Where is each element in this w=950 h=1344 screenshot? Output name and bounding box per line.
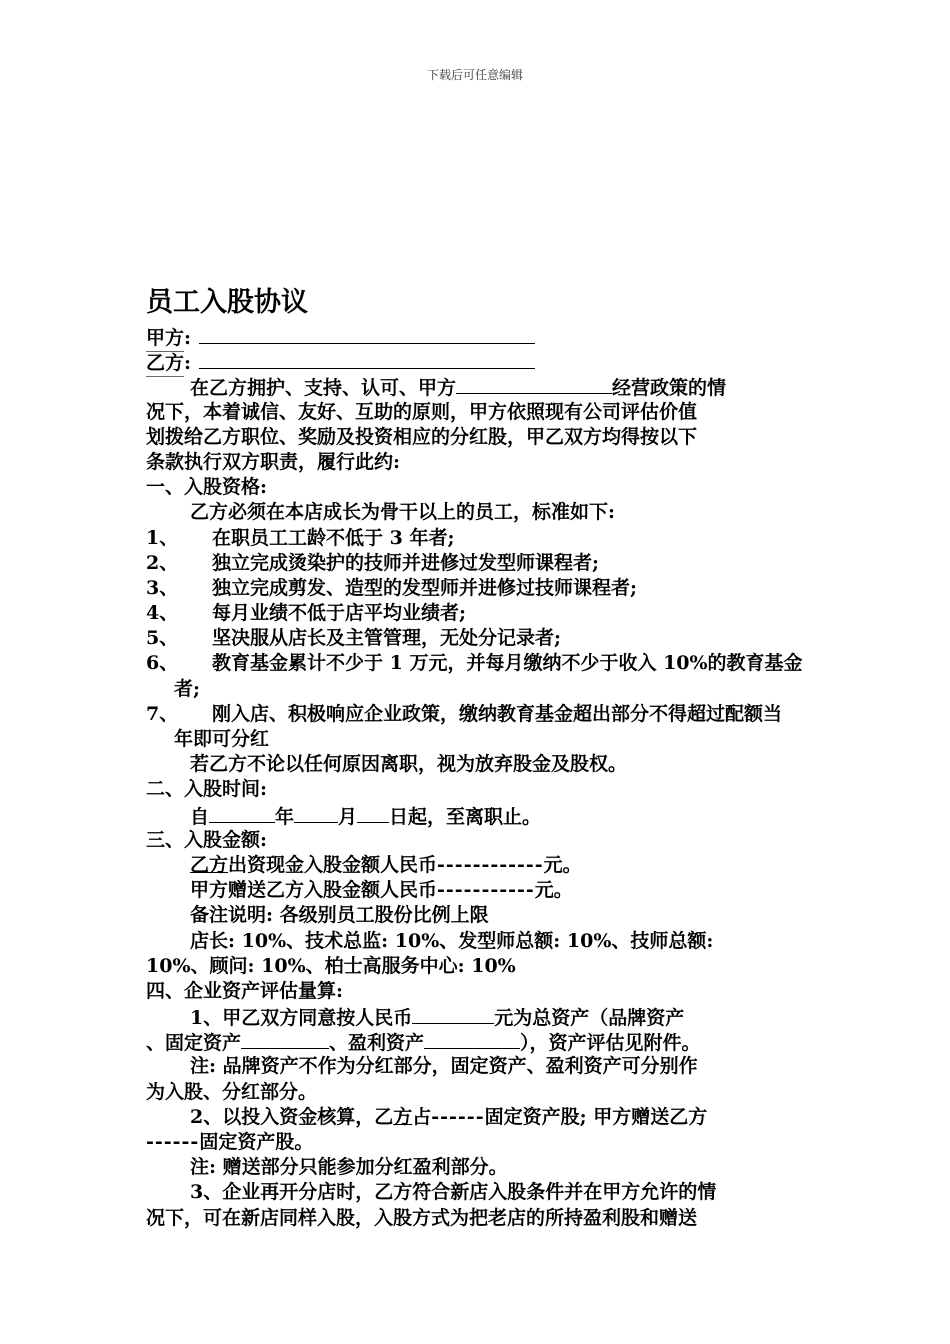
intro-line-2: 况下，本着诚信、友好、互助的原则，甲方依照现有公司评估价值	[146, 400, 698, 423]
section-1-heading: 一、入股资格:	[146, 476, 268, 499]
remark-line: 备注说明: 各级别员工股份比例上限	[190, 904, 489, 927]
asset-line-2: 、固定资产 、盈利资产 ），资产评估见附件。	[146, 1029, 906, 1054]
month-blank	[294, 803, 338, 823]
profit-asset-blank	[424, 1029, 520, 1049]
party-a-line	[146, 324, 906, 349]
asset-line-5: 3、企业再开分店时，乙方符合新店入股条件并在甲方允许的情	[190, 1181, 717, 1204]
list-item-continuation: 者;	[174, 677, 201, 700]
party-a-blank	[199, 324, 535, 344]
document-title: 员工入股协议	[146, 287, 308, 318]
list-item: 5、 坚决服从店长及主管管理，无处分记录者;	[146, 627, 562, 650]
header-note: 下载后可任意编辑	[426, 68, 523, 82]
section-3-heading: 三、入股金额:	[146, 828, 268, 851]
list-item-continuation: 年即可分红	[174, 728, 270, 750]
section-2-heading: 二、入股时间:	[146, 778, 268, 801]
list-item: 3、 独立完成剪发、造型的发型师并进修过技师课程者;	[146, 576, 638, 599]
ratio-line-2: 10%、顾问: 10%、柏士高服务中心: 10%	[146, 954, 516, 977]
intro-line-1: 在乙方拥护、支持、认可、甲方 经营政策的情	[146, 374, 906, 399]
section-4-heading: 四、企业资产评估量算:	[146, 979, 344, 1002]
start-date-line: 自 年 月 日起，至离职止。	[146, 803, 906, 828]
intro-line-4: 条款执行双方职责，履行此约:	[146, 450, 401, 473]
section-1-lead: 乙方必须在本店成长为骨干以上的员工，标准如下:	[190, 501, 616, 524]
total-asset-blank	[412, 1004, 494, 1024]
fixed-asset-blank	[241, 1029, 329, 1049]
asset-note-1: 注: 品牌资产不作为分红部分，固定资产、盈利资产可分别作	[190, 1055, 698, 1078]
day-blank	[357, 803, 389, 823]
party-a-label: 甲方	[146, 326, 184, 352]
intro-line-3: 划拨给乙方职位、奖励及投资相应的分红股，甲乙双方均得按以下	[146, 425, 698, 448]
colon: :	[184, 327, 192, 349]
asset-note-1-cont: 为入股、分红部分。	[146, 1080, 318, 1103]
party-b-label: 乙方	[146, 351, 184, 377]
party-b-blank	[199, 349, 535, 369]
asset-line-4: ------固定资产股。	[146, 1131, 314, 1153]
list-item: 6、 教育基金累计不少于 1 万元，并每月缴纳不少于收入 10%的教育基金	[146, 652, 803, 675]
colon: :	[184, 352, 192, 375]
party-b-line	[146, 349, 906, 374]
list-item: 1、 在职员工工龄不低于 3 年者;	[146, 526, 455, 549]
section-1-note: 若乙方不论以任何原因离职，视为放弃股金及股权。	[190, 753, 628, 776]
asset-note-2: 注: 赠送部分只能参加分红盈利部分。	[190, 1156, 508, 1179]
asset-line-3: 2、以投入资金核算，乙方占------固定资产股; 甲方赠送乙方	[190, 1105, 708, 1128]
list-item: 2、 独立完成烫染护的技师并进修过发型师课程者;	[146, 551, 600, 574]
list-item: 7、 刚入店、积极响应企业政策，缴纳教育基金超出部分不得超过配额当	[146, 702, 783, 725]
party-b-investment-line: 乙方出资现金入股金额人民币------------元。	[190, 853, 582, 876]
party-a-name-blank	[456, 374, 612, 394]
year-blank	[209, 803, 275, 823]
ratio-line-1: 店长: 10%、技术总监: 10%、发型师总额: 10%、技师总额:	[190, 929, 714, 952]
list-item: 4、 每月业绩不低于店平均业绩者;	[146, 602, 467, 625]
agreement-document	[146, 282, 906, 1231]
party-a-gift-line: 甲方赠送乙方入股金额人民币-----------元。	[190, 879, 573, 902]
asset-line-1: 1、甲乙双方同意按人民币 元为总资产（品牌资产	[146, 1004, 906, 1029]
asset-line-6: 况下，可在新店同样入股，入股方式为把老店的所持盈利股和赠送	[146, 1206, 698, 1229]
